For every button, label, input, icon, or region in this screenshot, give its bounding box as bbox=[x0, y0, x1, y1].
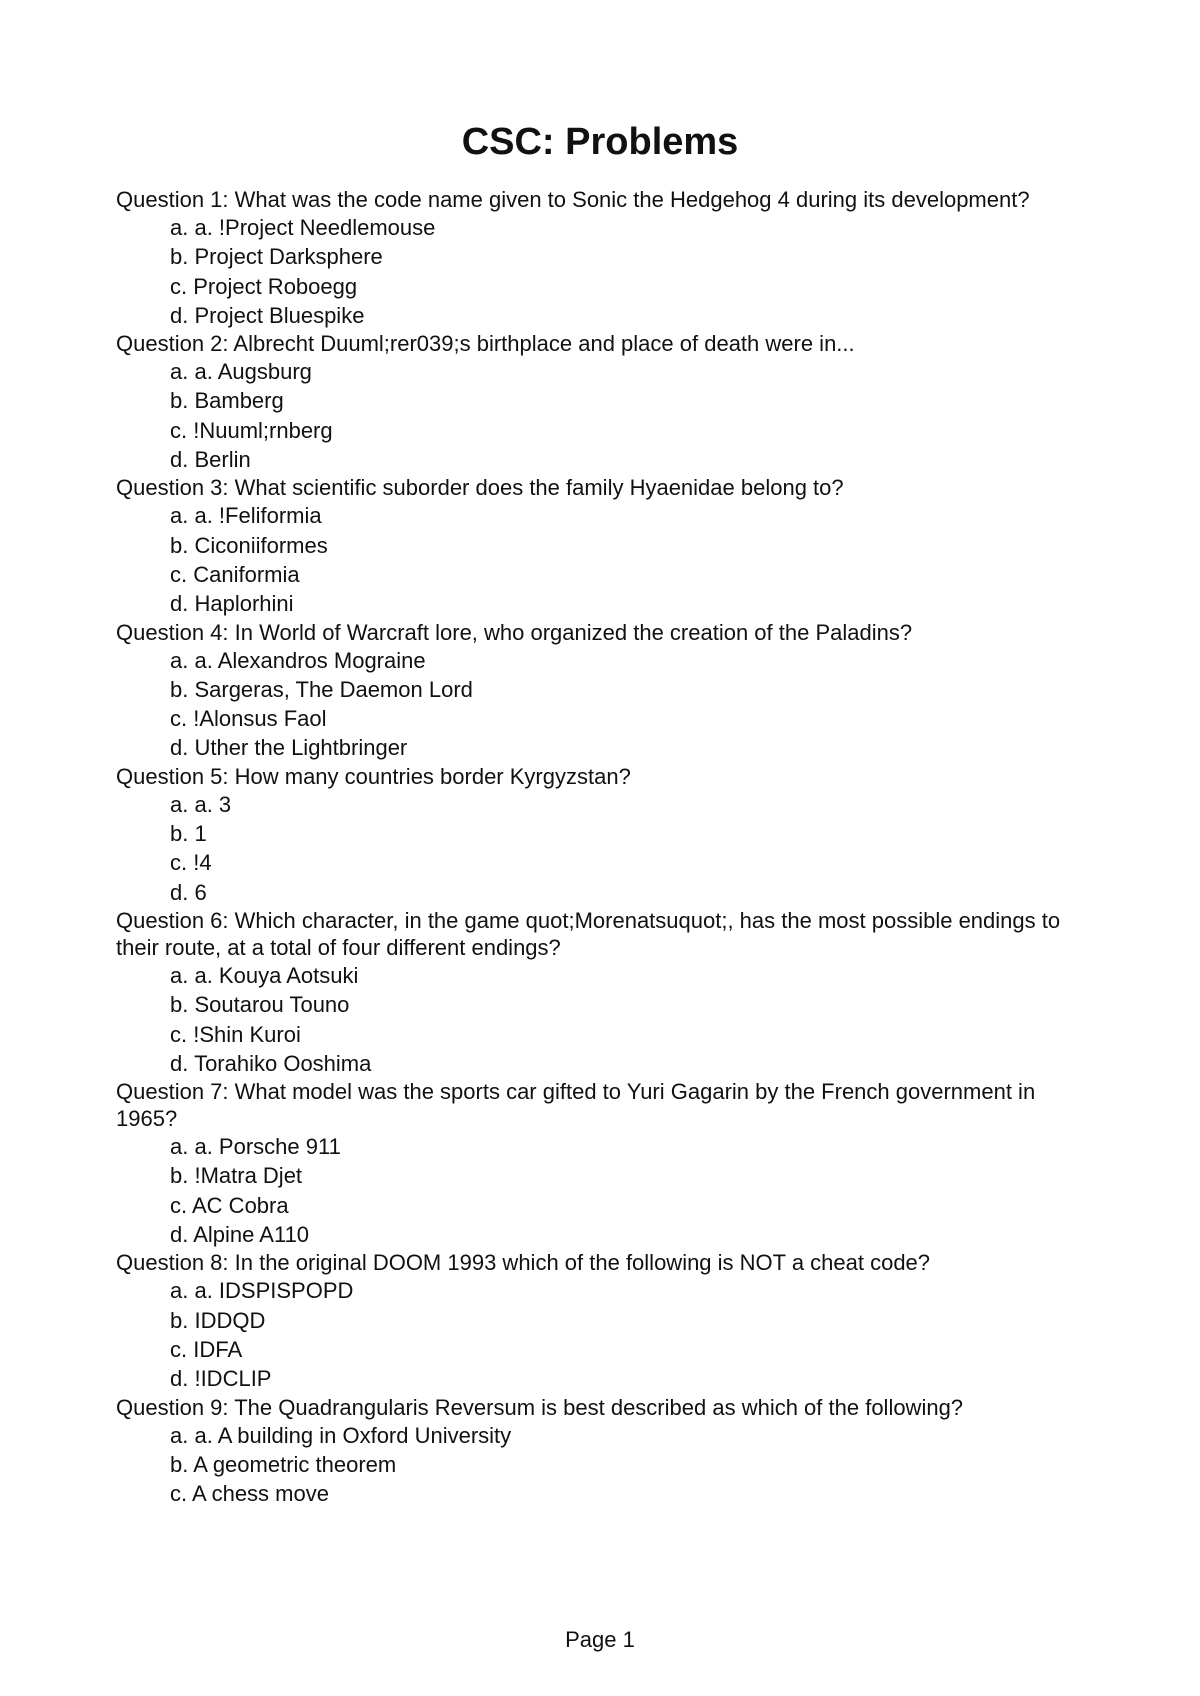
answer-option-d: d. Berlin bbox=[170, 447, 251, 473]
answer-option-c: c. IDFA bbox=[170, 1336, 243, 1362]
answer-option-a: a. a. Alexandros Mograine bbox=[170, 647, 426, 673]
question-list bbox=[116, 186, 1076, 1508]
answer-option-c: c. !Shin Kuroi bbox=[170, 1021, 301, 1047]
answer-option-b: b. A geometric theorem bbox=[170, 1451, 397, 1477]
answer-option-a: a. a. Porsche 911 bbox=[170, 1134, 341, 1160]
question-text: Question 7: What model was the sports car gifted to Yuri Gagarin by the French government in 1965? bbox=[116, 1079, 1036, 1132]
answer-options bbox=[116, 1421, 1076, 1509]
page-number: Page 1 bbox=[565, 1627, 635, 1652]
answer-option-b: b. Bamberg bbox=[170, 388, 284, 414]
answer-option-a: a. a. Kouya Aotsuki bbox=[170, 962, 359, 988]
answer-option-c: c. !Alonsus Faol bbox=[170, 706, 327, 732]
question-6 bbox=[116, 907, 1076, 1078]
answer-option-c: c. !Nuuml;rnberg bbox=[170, 417, 333, 443]
question-text: Question 6: Which character, in the game quot;Morenatsuquot;, has the most possible endings to their route, at a total of four different endings? bbox=[116, 907, 1061, 960]
answer-options bbox=[116, 646, 1076, 763]
answer-option-b: b. 1 bbox=[170, 821, 207, 847]
answer-option-c: c. AC Cobra bbox=[170, 1192, 289, 1218]
answer-option-a: a. a. !Project Needlemouse bbox=[170, 215, 436, 240]
answer-option-b: b. !Matra Djet bbox=[170, 1163, 303, 1189]
question-9 bbox=[116, 1394, 1076, 1509]
answer-option-b: b. IDDQD bbox=[170, 1307, 266, 1333]
question-text: Question 2: Albrecht Duuml;rer039;s birthplace and place of death were in... bbox=[116, 331, 855, 357]
page-title: CSC: Problems bbox=[461, 121, 739, 163]
answer-options bbox=[116, 213, 1076, 330]
answer-option-a: a. a. A building in Oxford University bbox=[170, 1422, 512, 1448]
answer-option-c: c. Project Roboegg bbox=[170, 273, 358, 299]
question-text: Question 3: What scientific suborder does the family Hyaenidae belong to? bbox=[116, 475, 844, 501]
question-text: Question 8: In the original DOOM 1993 which of the following is NOT a cheat code? bbox=[116, 1250, 931, 1276]
answer-option-d: d. Project Bluespike bbox=[170, 302, 365, 328]
answer-option-c: c. A chess move bbox=[170, 1481, 329, 1507]
answer-option-d: d. Haplorhini bbox=[170, 591, 294, 617]
answer-option-d: d. Uther the Lightbringer bbox=[170, 735, 408, 761]
answer-options bbox=[116, 790, 1076, 907]
answer-option-d: d. Alpine A110 bbox=[170, 1222, 310, 1248]
answer-options bbox=[116, 501, 1076, 618]
answer-option-b: b. Soutarou Touno bbox=[170, 992, 350, 1018]
question-2 bbox=[116, 330, 1076, 474]
answer-option-a: a. a. IDSPISPOPD bbox=[170, 1278, 354, 1304]
question-4 bbox=[116, 619, 1076, 763]
answer-option-d: d. !IDCLIP bbox=[170, 1366, 272, 1392]
answer-option-c: c. Caniformia bbox=[170, 561, 300, 587]
question-text: Question 4: In World of Warcraft lore, who organized the creation of the Paladins? bbox=[116, 619, 913, 645]
question-text: Question 5: How many countries border Kyrgyzstan? bbox=[116, 763, 631, 789]
question-text: Question 9: The Quadrangularis Reversum is best described as which of the following? bbox=[116, 1394, 964, 1420]
answer-option-a: a. a. !Feliformia bbox=[170, 503, 322, 529]
question-5 bbox=[116, 763, 1076, 907]
question-text: Question 1: What was the code name given to Sonic the Hedgehog 4 during its development? bbox=[116, 187, 1030, 212]
answer-option-d: d. 6 bbox=[170, 879, 207, 905]
answer-options bbox=[116, 357, 1076, 474]
answer-option-c: c. !4 bbox=[170, 850, 212, 876]
answer-option-b: b. Sargeras, The Daemon Lord bbox=[170, 676, 473, 702]
answer-option-b: b. Ciconiiformes bbox=[170, 532, 328, 558]
answer-option-a: a. a. 3 bbox=[170, 791, 232, 817]
answer-option-a: a. a. Augsburg bbox=[170, 359, 312, 385]
answer-options bbox=[116, 1132, 1076, 1249]
answer-option-b: b. Project Darksphere bbox=[170, 244, 383, 270]
question-3 bbox=[116, 474, 1076, 618]
answer-option-d: d. Torahiko Ooshima bbox=[170, 1050, 372, 1076]
question-8 bbox=[116, 1249, 1076, 1393]
answer-options bbox=[116, 961, 1076, 1078]
question-1 bbox=[116, 186, 1076, 330]
question-7 bbox=[116, 1078, 1076, 1249]
answer-options bbox=[116, 1276, 1076, 1393]
